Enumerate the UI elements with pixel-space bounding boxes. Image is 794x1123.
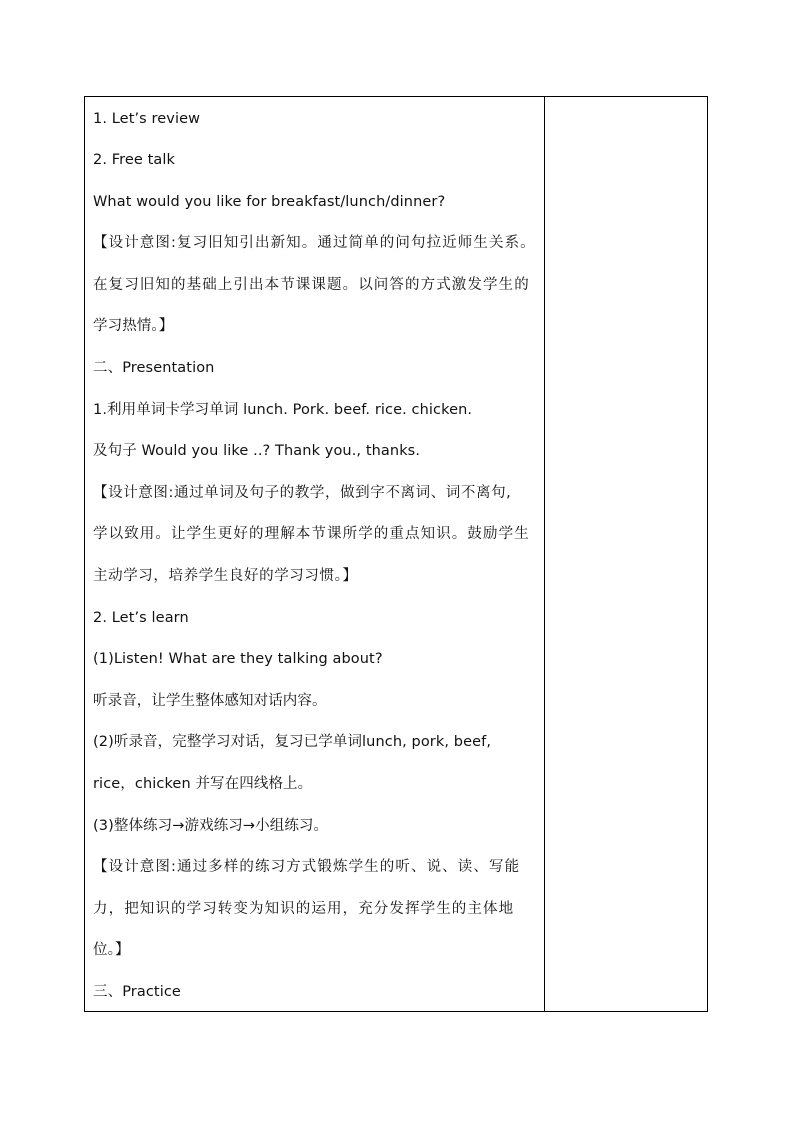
- text-line: 及句子 Would you like ..? Thank you., thanks.: [93, 443, 421, 459]
- text-line: (3)整体练习→游戏练习→小组练习。: [93, 818, 329, 834]
- design-intent-line: 学习热情。】: [93, 318, 174, 334]
- notes-cell: [545, 97, 707, 1011]
- design-intent-line: 学以致用。让学生更好的理解本节课所学的重点知识。鼓励学生: [93, 526, 530, 542]
- design-intent-line: 主动学习，培养学生良好的学习习惯。】: [93, 568, 358, 584]
- text-line: (1)Listen! What are they talking about?: [93, 651, 383, 667]
- text-line: 2. Let’s learn: [93, 610, 189, 626]
- design-intent-line: 【设计意图:复习旧知引出新知。通过简单的问句拉近师生关系。: [93, 235, 536, 251]
- design-intent-line: 【设计意图:通过多样的练习方式锻炼学生的听、说、读、写能: [93, 859, 521, 875]
- design-intent-line: 力，把知识的学习转变为知识的运用，充分发挥学生的主体地: [93, 901, 515, 917]
- design-intent-line: 【设计意图:通过单词及句子的教学，做到字不离词、词不离句,: [93, 485, 512, 501]
- design-intent-line: 位。】: [93, 942, 130, 958]
- teaching-process-cell: [85, 97, 544, 1011]
- text-line: rice，chicken 并写在四线格上。: [93, 776, 313, 792]
- text-line: 1.利用单词卡学习单词 lunch. Pork. beef. rice. chicken.: [93, 402, 473, 418]
- design-intent-line: 在复习旧知的基础上引出本节课课题。以问答的方式激发学生的: [93, 277, 530, 293]
- text-line: 1. Let’s review: [93, 111, 201, 127]
- text-line: (2)听录音，完整学习对话，复习已学单词lunch, pork, beef,: [93, 734, 492, 750]
- lesson-plan-table: [84, 96, 708, 1012]
- text-line: 2. Free talk: [93, 152, 176, 168]
- section-heading: 三、Practice: [93, 984, 181, 1000]
- text-line: What would you like for breakfast/lunch/dinner?: [93, 194, 446, 210]
- section-heading: 二、Presentation: [93, 360, 215, 376]
- text-line: 听录音，让学生整体感知对话内容。: [93, 693, 327, 709]
